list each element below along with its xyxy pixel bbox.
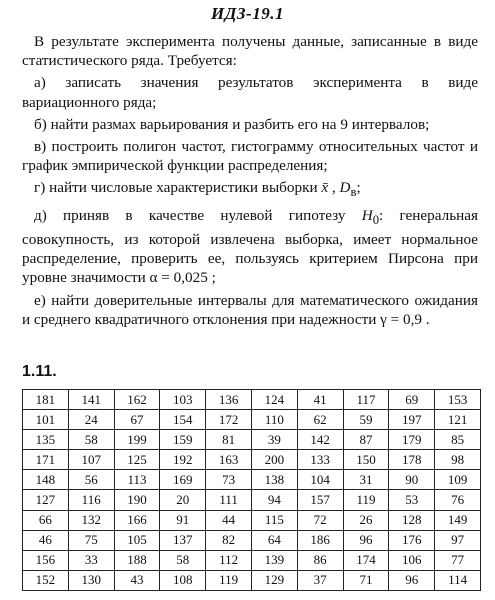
- table-cell: 169: [160, 470, 206, 490]
- table-cell: 142: [297, 430, 343, 450]
- table-cell: 26: [343, 510, 389, 530]
- data-table-body: [23, 390, 481, 591]
- table-cell: 67: [114, 410, 160, 430]
- table-row: [23, 550, 481, 570]
- table-row: [23, 410, 481, 430]
- table-cell: 192: [160, 450, 206, 470]
- table-cell: 75: [68, 530, 114, 550]
- table-cell: 112: [206, 550, 252, 570]
- table-cell: 121: [435, 410, 481, 430]
- table-row: [23, 430, 481, 450]
- table-cell: 119: [206, 570, 252, 590]
- intro-paragraph: В результате эксперимента получены данные, записанные в виде статистического ряда. Требуется:: [22, 33, 478, 70]
- problem-number: 1.11.: [22, 363, 57, 380]
- table-cell: 101: [23, 410, 69, 430]
- table-cell: 114: [435, 570, 481, 590]
- table-cell: 128: [389, 510, 435, 530]
- table-cell: 200: [251, 450, 297, 470]
- table-cell: 157: [297, 490, 343, 510]
- table-cell: 41: [297, 390, 343, 410]
- data-table: [22, 389, 481, 591]
- hypothesis-subscript: 0: [372, 212, 380, 227]
- table-row: [23, 450, 481, 470]
- table-cell: 107: [68, 450, 114, 470]
- table-cell: 24: [68, 410, 114, 430]
- table-cell: 171: [23, 450, 69, 470]
- task-b: б) найти размах варьирования и разбить его на 9 интервалов;: [34, 115, 430, 133]
- table-cell: 179: [389, 430, 435, 450]
- table-cell: 127: [23, 490, 69, 510]
- table-cell: 76: [435, 490, 481, 510]
- table-cell: 98: [435, 450, 481, 470]
- table-cell: 139: [251, 550, 297, 570]
- table-cell: 77: [435, 550, 481, 570]
- task-text: [22, 32, 478, 332]
- table-cell: 181: [23, 390, 69, 410]
- table-cell: 91: [160, 510, 206, 530]
- table-cell: 174: [343, 550, 389, 570]
- table-cell: 186: [297, 530, 343, 550]
- table-cell: 125: [114, 450, 160, 470]
- table-cell: 130: [68, 570, 114, 590]
- task-d: [22, 178, 478, 202]
- table-cell: 39: [251, 430, 297, 450]
- table-cell: 62: [297, 410, 343, 430]
- table-cell: 149: [435, 510, 481, 530]
- table-cell: 53: [389, 490, 435, 510]
- table-cell: 199: [114, 430, 160, 450]
- table-cell: 138: [251, 470, 297, 490]
- table-cell: 106: [389, 550, 435, 570]
- table-cell: 20: [160, 490, 206, 510]
- table-cell: 153: [435, 390, 481, 410]
- table-cell: 94: [251, 490, 297, 510]
- table-cell: 72: [297, 510, 343, 530]
- table-cell: 31: [343, 470, 389, 490]
- table-cell: 96: [343, 530, 389, 550]
- table-cell: 159: [160, 430, 206, 450]
- table-cell: 46: [23, 530, 69, 550]
- table-cell: 86: [297, 550, 343, 570]
- table-cell: 129: [251, 570, 297, 590]
- table-cell: 33: [68, 550, 114, 570]
- table-cell: 59: [343, 410, 389, 430]
- table-row: [23, 530, 481, 550]
- table-cell: 156: [23, 550, 69, 570]
- task-e-rest: : генеральная совокупность, из которой извлечена выборка, имеет нормальное распределение, проверить ее, пользуясь критерием Пирсона при уровне значимости α = 0,025 ;: [22, 206, 478, 287]
- x-bar-symbol: x̄: [321, 179, 329, 197]
- table-cell: 197: [389, 410, 435, 430]
- table-cell: 137: [160, 530, 206, 550]
- table-cell: 178: [389, 450, 435, 470]
- task-f: е) найти доверительные интервалы для математического ожидания и среднего квадратичного отклонения при надежности γ = 0,9 .: [22, 291, 478, 328]
- table-cell: 105: [114, 530, 160, 550]
- table-row: [23, 570, 481, 590]
- table-cell: 136: [206, 390, 252, 410]
- table-cell: 56: [68, 470, 114, 490]
- table-row: [23, 390, 481, 410]
- variance-subscript: в: [350, 185, 357, 200]
- table-cell: 119: [343, 490, 389, 510]
- table-cell: 135: [23, 430, 69, 450]
- table-cell: 116: [68, 490, 114, 510]
- table-cell: 58: [160, 550, 206, 570]
- table-cell: 64: [251, 530, 297, 550]
- table-cell: 115: [251, 510, 297, 530]
- table-cell: 43: [114, 570, 160, 590]
- table-cell: 124: [251, 390, 297, 410]
- table-cell: 82: [206, 530, 252, 550]
- table-cell: 108: [160, 570, 206, 590]
- table-cell: 69: [389, 390, 435, 410]
- table-cell: 163: [206, 450, 252, 470]
- table-row: [23, 470, 481, 490]
- table-cell: 90: [389, 470, 435, 490]
- table-cell: 154: [160, 410, 206, 430]
- table-cell: 152: [23, 570, 69, 590]
- table-cell: 133: [297, 450, 343, 470]
- table-cell: 113: [114, 470, 160, 490]
- table-cell: 117: [343, 390, 389, 410]
- table-cell: 188: [114, 550, 160, 570]
- table-cell: 58: [68, 430, 114, 450]
- table-cell: 109: [435, 470, 481, 490]
- task-c: в) построить полигон частот, гистограмму относительных частот и график эмпирической функции распределения;: [22, 138, 478, 175]
- table-cell: 66: [23, 510, 69, 530]
- table-cell: 87: [343, 430, 389, 450]
- table-cell: 166: [114, 510, 160, 530]
- table-cell: 190: [114, 490, 160, 510]
- table-cell: 110: [251, 410, 297, 430]
- task-a: а) записать значения результатов эксперимента в виде вариационного ряда;: [22, 74, 478, 111]
- table-cell: 103: [160, 390, 206, 410]
- table-cell: 141: [68, 390, 114, 410]
- table-cell: 85: [435, 430, 481, 450]
- hypothesis-symbol: H: [361, 206, 373, 224]
- task-d-end: ;: [356, 179, 361, 197]
- table-cell: 104: [297, 470, 343, 490]
- document-title: ИДЗ-19.1: [211, 4, 284, 23]
- table-cell: 44: [206, 510, 252, 530]
- table-cell: 73: [206, 470, 252, 490]
- table-cell: 148: [23, 470, 69, 490]
- variance-symbol: D: [339, 179, 351, 197]
- table-cell: 81: [206, 430, 252, 450]
- table-cell: 111: [206, 490, 252, 510]
- table-cell: 150: [343, 450, 389, 470]
- table-cell: 132: [68, 510, 114, 530]
- table-cell: 172: [206, 410, 252, 430]
- task-d-separator: ,: [328, 179, 340, 197]
- task-e: [22, 206, 478, 288]
- table-cell: 162: [114, 390, 160, 410]
- table-cell: 176: [389, 530, 435, 550]
- table-cell: 97: [435, 530, 481, 550]
- table-cell: 71: [343, 570, 389, 590]
- task-e-text: д) приняв в качестве нулевой гипотезу: [34, 206, 362, 224]
- table-row: [23, 490, 481, 510]
- table-cell: 37: [297, 570, 343, 590]
- task-d-text: г) найти числовые характеристики выборки: [34, 179, 322, 197]
- table-cell: 96: [389, 570, 435, 590]
- table-row: [23, 510, 481, 530]
